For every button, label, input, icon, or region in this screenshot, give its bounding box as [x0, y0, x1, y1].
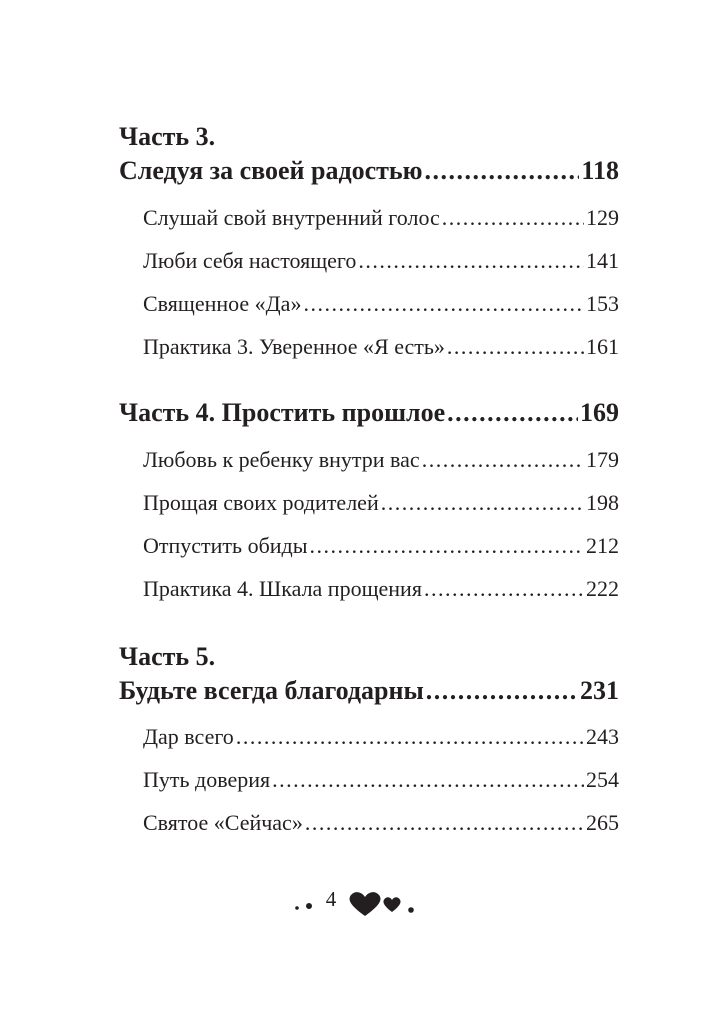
part-label-text: Часть 5.	[119, 642, 216, 671]
dot-leader	[447, 332, 584, 362]
entry-title: Люби себя настоящего	[143, 248, 357, 273]
part-5-heading[interactable]	[119, 674, 619, 708]
page-number: 231	[580, 676, 619, 705]
page-number: 161	[586, 334, 619, 359]
footer-page-number: 4	[325, 887, 336, 911]
entry-title: Любовь к ребенку внутри вас	[143, 447, 420, 472]
toc-entry[interactable]	[143, 722, 619, 752]
dot-leader	[424, 574, 584, 604]
entry-title: Отпустить обиды	[143, 533, 308, 558]
toc-entry[interactable]	[143, 531, 619, 561]
dot-leader	[303, 289, 584, 319]
dot-leader	[272, 765, 584, 795]
page-number: 222	[586, 576, 619, 601]
entry-title: Практика 4. Шкала прощения	[143, 576, 422, 601]
part-3-heading[interactable]	[119, 154, 619, 188]
toc-entry[interactable]	[143, 332, 619, 362]
page-number: 254	[586, 767, 619, 792]
dot-leader	[358, 246, 584, 276]
entry-title: Священное «Да»	[143, 291, 302, 316]
page-number: 265	[586, 810, 619, 835]
page-number: 118	[581, 156, 619, 185]
toc-entry[interactable]	[143, 289, 619, 319]
page-number: 153	[586, 291, 619, 316]
entry-title: Практика 3. Уверенное «Я есть»	[143, 334, 445, 359]
entry-title: Слушай свой внутренний голос	[143, 205, 440, 230]
page-footer	[0, 884, 709, 920]
page-number: 198	[586, 490, 619, 515]
part-title: Следуя за своей радостью	[119, 156, 423, 185]
entry-title: Путь доверия	[143, 767, 271, 792]
page-number: 212	[586, 533, 619, 558]
page-number: 141	[586, 248, 619, 273]
dot-leader	[305, 808, 584, 838]
toc-entry[interactable]	[143, 203, 619, 233]
part-title: Часть 4. Простить прошлое	[119, 398, 446, 427]
dot-leader	[447, 396, 578, 430]
dot-leader	[310, 531, 584, 561]
dot-leader	[422, 445, 584, 475]
part-title: Будьте всегда благодарны	[119, 676, 424, 705]
part-5-label	[119, 640, 619, 674]
dot-leader	[236, 722, 584, 752]
page-number: 129	[586, 205, 619, 230]
toc-entry[interactable]	[143, 765, 619, 795]
dot-leader	[381, 488, 584, 518]
page-number: 169	[580, 398, 619, 427]
page-number: 243	[586, 724, 619, 749]
toc-entry[interactable]	[143, 574, 619, 604]
dot-leader	[426, 674, 578, 708]
toc-entry[interactable]	[143, 808, 619, 838]
part-3-label	[119, 120, 619, 154]
toc-entry[interactable]	[143, 445, 619, 475]
dot-leader	[425, 154, 580, 188]
dots-and-hearts-icon	[285, 884, 425, 920]
part-label-text: Часть 3.	[119, 122, 216, 151]
dot-leader	[442, 203, 584, 233]
part-4-heading[interactable]	[119, 396, 619, 430]
entry-title: Дар всего	[143, 724, 234, 749]
toc-entry[interactable]	[143, 246, 619, 276]
entry-title: Святое «Сейчас»	[143, 810, 303, 835]
toc-entry[interactable]	[143, 488, 619, 518]
page-number: 179	[586, 447, 619, 472]
entry-title: Прощая своих родителей	[143, 490, 379, 515]
